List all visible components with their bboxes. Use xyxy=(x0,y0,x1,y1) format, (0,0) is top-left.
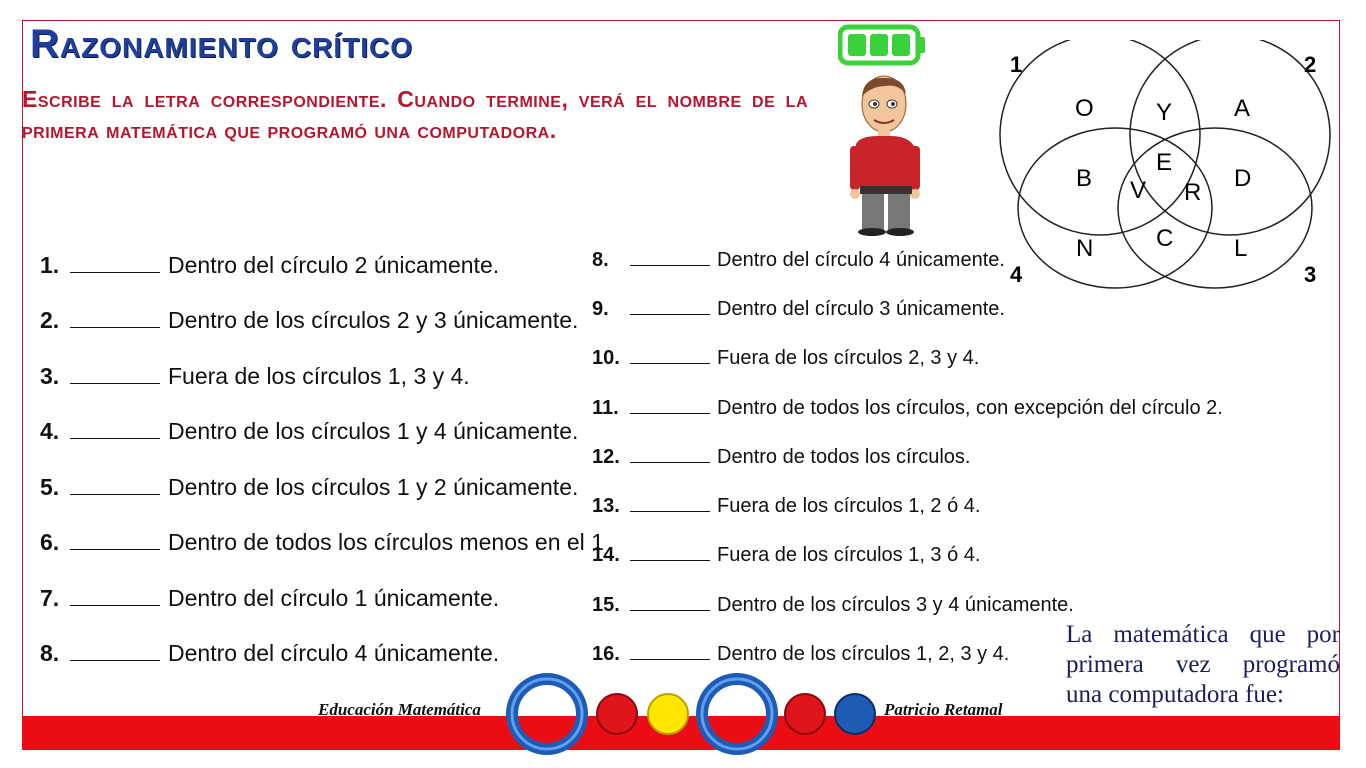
question-text: Fuera de los círculos 1, 2 ó 4. xyxy=(717,495,981,517)
venn-letter: B xyxy=(1076,165,1093,192)
answer-blank[interactable] xyxy=(630,495,710,512)
answer-blank[interactable] xyxy=(630,446,710,463)
answer-blank[interactable] xyxy=(70,365,160,384)
question-number: 13. xyxy=(592,495,620,517)
page-title: Razonamiento crítico xyxy=(30,22,414,66)
venn-letter: R xyxy=(1184,179,1202,206)
question-item xyxy=(592,347,979,370)
question-number: 5. xyxy=(40,474,60,500)
question-number: 14. xyxy=(592,544,620,566)
answer-blank[interactable] xyxy=(630,347,710,364)
question-text: Fuera de los círculos 1, 3 ó 4. xyxy=(717,544,981,566)
question-number: 4. xyxy=(40,418,60,444)
question-text: Dentro del círculo 4 únicamente. xyxy=(717,249,1005,271)
question-number: 9. xyxy=(592,298,609,320)
question-number: 12. xyxy=(592,446,620,468)
venn-letter: C xyxy=(1156,225,1174,252)
question-number: 7. xyxy=(40,585,60,611)
venn-letter: V xyxy=(1130,177,1147,204)
question-number: 15. xyxy=(592,594,620,616)
question-number: 1. xyxy=(40,252,60,278)
answer-blank[interactable] xyxy=(630,397,710,414)
question-text: Dentro de los círculos 1 y 2 únicamente. xyxy=(168,474,579,500)
answer-blank[interactable] xyxy=(630,249,710,266)
question-text: Dentro del círculo 1 únicamente. xyxy=(168,585,500,611)
final-line: La matemática que por xyxy=(1066,621,1340,648)
venn-diagram xyxy=(990,40,1340,300)
question-number: 16. xyxy=(592,643,620,665)
final-line: primera vez programó xyxy=(1066,651,1340,678)
question-item xyxy=(40,585,499,612)
footer-credit-left: Educación Matemática xyxy=(318,700,481,719)
question-number: 10. xyxy=(592,347,620,369)
question-item xyxy=(40,418,578,445)
final-prompt xyxy=(1066,620,1340,710)
question-text: Dentro del círculo 3 únicamente. xyxy=(717,298,1005,320)
battery-icon xyxy=(838,24,926,66)
answer-blank[interactable] xyxy=(70,254,160,273)
venn-label-4: 4 xyxy=(1010,262,1023,287)
question-number: 8. xyxy=(592,249,609,271)
question-text: Dentro de todos los círculos menos en el 1 xyxy=(168,529,604,555)
question-text: Dentro del círculo 4 únicamente. xyxy=(168,640,500,666)
question-item xyxy=(592,446,970,469)
avatar-illustration xyxy=(846,74,926,236)
venn-letter: O xyxy=(1075,95,1094,122)
question-text: Dentro de todos los círculos, con excepción del círculo 2. xyxy=(717,397,1223,419)
answer-blank[interactable] xyxy=(630,594,710,611)
question-item xyxy=(40,640,499,667)
answer-blank[interactable] xyxy=(630,298,710,315)
question-item xyxy=(592,544,980,567)
answer-blank[interactable] xyxy=(630,643,710,660)
question-item xyxy=(592,249,1005,272)
question-item xyxy=(40,529,604,556)
question-text: Dentro del círculo 2 únicamente. xyxy=(168,252,500,278)
question-item xyxy=(592,495,980,518)
question-item xyxy=(40,363,470,390)
answer-blank[interactable] xyxy=(630,544,710,561)
answer-blank[interactable] xyxy=(70,309,160,328)
venn-label-2: 2 xyxy=(1304,52,1317,77)
question-item xyxy=(592,594,1074,617)
question-text: Dentro de los círculos 1, 2, 3 y 4. xyxy=(717,643,1010,665)
question-number: 2. xyxy=(40,307,60,333)
question-text: Dentro de los círculos 3 y 4 únicamente. xyxy=(717,594,1074,616)
question-text: Fuera de los círculos 2, 3 y 4. xyxy=(717,347,980,369)
venn-letter: E xyxy=(1156,149,1173,176)
venn-circle-3 xyxy=(1118,128,1312,288)
venn-letter: L xyxy=(1234,235,1248,262)
venn-letter: D xyxy=(1234,165,1252,192)
question-number: 11. xyxy=(592,397,619,419)
venn-letter: N xyxy=(1076,235,1094,262)
decorative-rings xyxy=(505,670,885,760)
question-text: Dentro de todos los círculos. xyxy=(717,446,971,468)
question-text: Dentro de los círculos 1 y 4 únicamente. xyxy=(168,418,579,444)
question-text: Dentro de los círculos 2 y 3 únicamente. xyxy=(168,307,579,333)
venn-letter: A xyxy=(1234,95,1251,122)
question-item xyxy=(592,397,1223,420)
venn-circle-4 xyxy=(1018,128,1212,288)
venn-letter: Y xyxy=(1156,99,1173,126)
answer-blank[interactable] xyxy=(70,587,160,606)
question-number: 8. xyxy=(40,640,60,666)
instructions-text: Escribe la letra correspondiente. Cuando termine, verá el nombre de la primera matemática que programó una computadora. xyxy=(22,86,808,143)
venn-label-3: 3 xyxy=(1304,262,1317,287)
question-number: 6. xyxy=(40,529,60,555)
answer-blank[interactable] xyxy=(70,642,160,661)
final-line: una computadora fue: xyxy=(1066,681,1284,708)
question-item xyxy=(592,643,1009,666)
question-item xyxy=(40,252,499,279)
question-item xyxy=(592,298,1005,321)
answer-blank[interactable] xyxy=(70,531,160,550)
question-number: 3. xyxy=(40,363,60,389)
question-item xyxy=(40,307,578,334)
answer-blank[interactable] xyxy=(70,420,160,439)
answer-blank[interactable] xyxy=(70,476,160,495)
question-item xyxy=(40,474,578,501)
footer-credit-right: Patricio Retamal xyxy=(884,700,1003,719)
venn-label-1: 1 xyxy=(1010,52,1023,77)
question-text: Fuera de los círculos 1, 3 y 4. xyxy=(168,363,470,389)
